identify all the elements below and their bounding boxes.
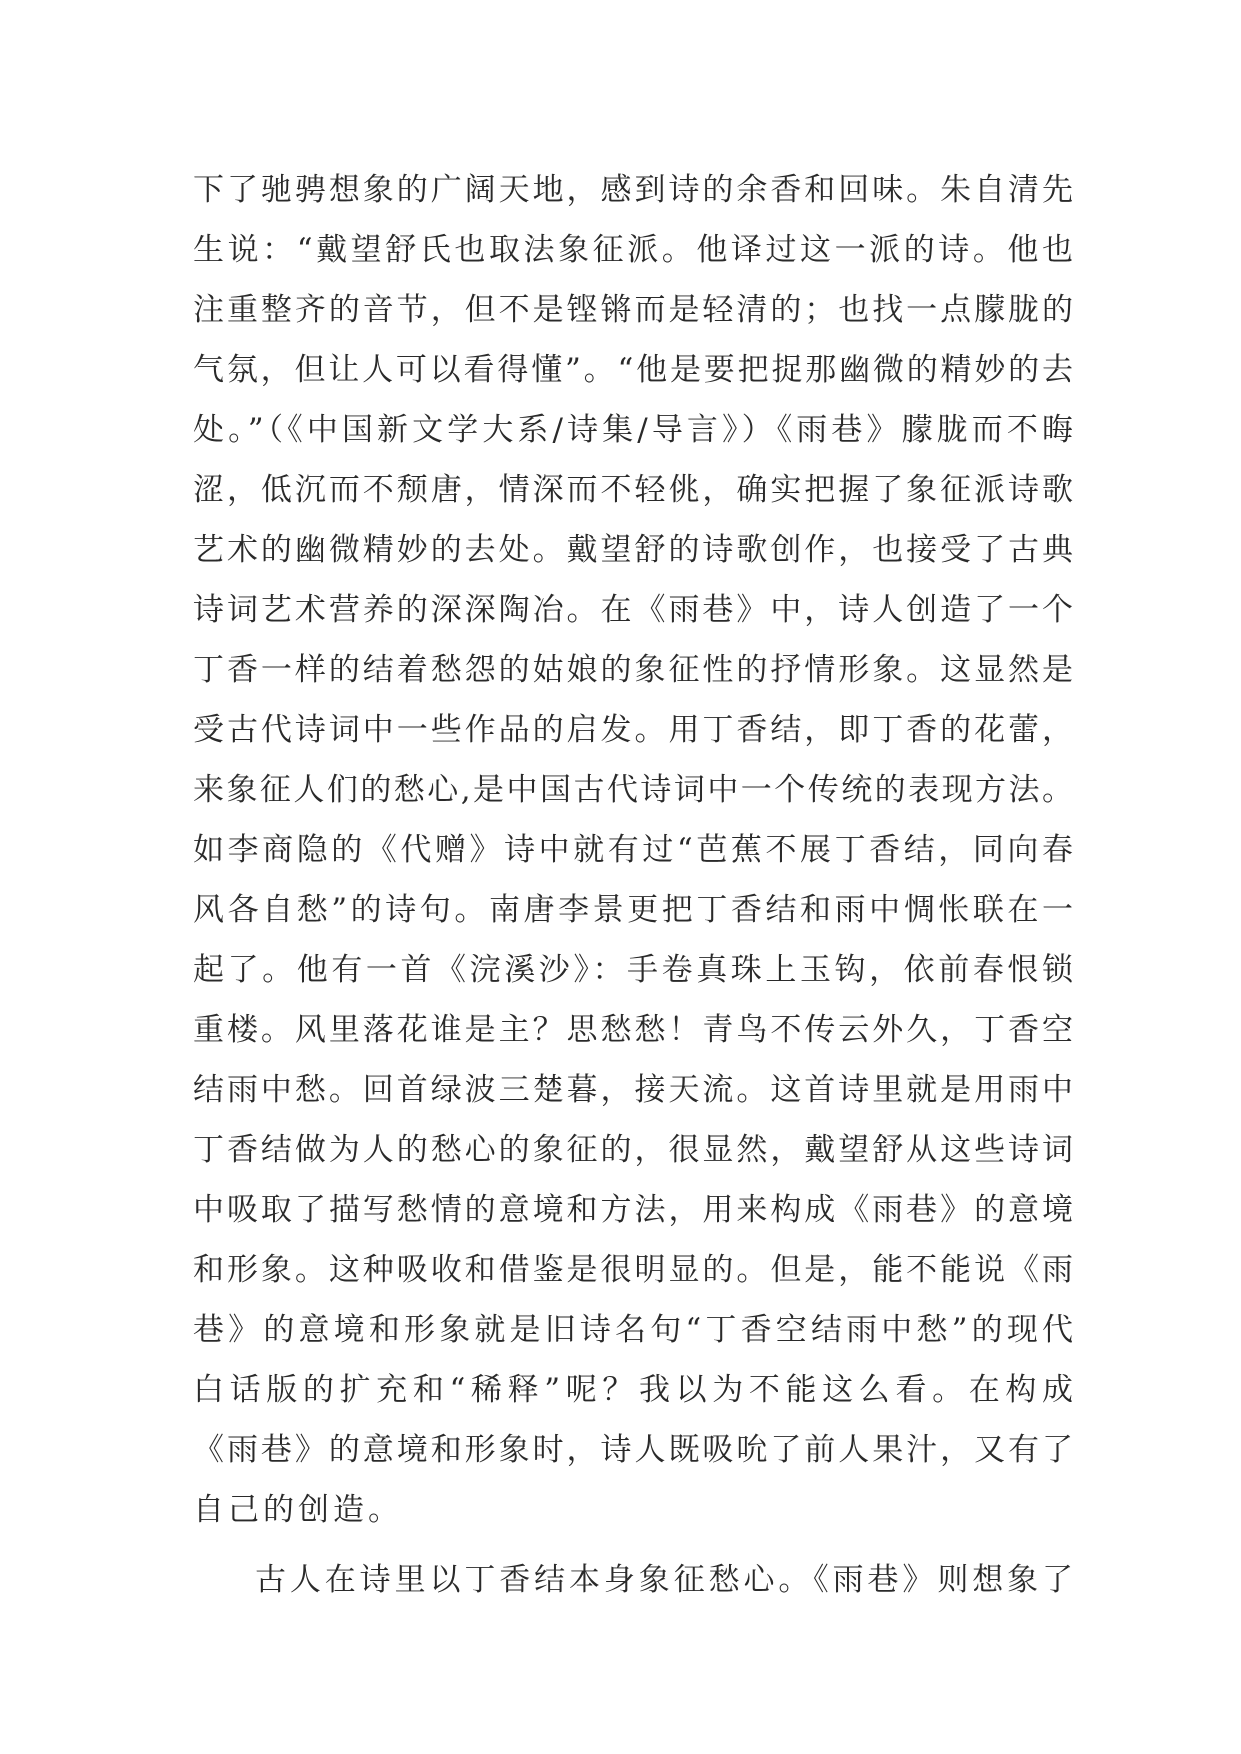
paragraph-1 [193,160,1073,1540]
text-line: 艺术的幽微精妙的去处。戴望舒的诗歌创作，也接受了古典 [193,532,1073,568]
text-line: 自己的创造。 [193,1492,403,1528]
text-line: 巷》的意境和形象就是旧诗名句“丁香空结雨中愁”的现代 [193,1312,1073,1348]
text-line: 受古代诗词中一些作品的启发。用丁香结，即丁香的花蕾， [193,712,1073,748]
text-line: 《雨巷》的意境和形象时，诗人既吸吮了前人果汁，又有了 [193,1432,1073,1468]
text-line: 如李商隐的《代赠》诗中就有过“芭蕉不展丁香结，同向春 [193,832,1073,868]
text-line: 生说：“戴望舒氏也取法象征派。他译过这一派的诗。他也 [193,232,1073,268]
text-line: 古人在诗里以丁香结本身象征愁心。《雨巷》则想象了 [255,1562,1073,1598]
text-line: 和形象。这种吸收和借鉴是很明显的。但是，能不能说《雨 [193,1252,1073,1288]
body-text [193,160,1073,1610]
text-line: 涩，低沉而不颓唐，情深而不轻佻，确实把握了象征派诗歌 [193,472,1073,508]
text-line: 丁香一样的结着愁怨的姑娘的象征性的抒情形象。这显然是 [193,652,1073,688]
text-line: 风各自愁”的诗句。南唐李景更把丁香结和雨中惆怅联在一 [193,892,1073,928]
paragraph-gap [193,1540,1073,1550]
text-line: 注重整齐的音节，但不是铿锵而是轻清的；也找一点朦胧的 [193,292,1073,328]
text-line: 处。”（《中国新文学大系/诗集/导言》）《雨巷》朦胧而不晦 [193,412,1073,448]
text-line: 气氛，但让人可以看得懂”。“他是要把捉那幽微的精妙的去 [193,352,1073,388]
text-line: 重楼。风里落花谁是主？思愁愁！青鸟不传云外久，丁香空 [193,1012,1073,1048]
paragraph-2 [193,1550,1073,1610]
text-line: 来象征人们的愁心,是中国古代诗词中一个传统的表现方法。 [193,772,1073,808]
text-line: 起了。他有一首《浣溪沙》：手卷真珠上玉钩，依前春恨锁 [193,952,1073,988]
text-line: 下了驰骋想象的广阔天地，感到诗的余香和回味。朱自清先 [193,172,1073,208]
text-line: 结雨中愁。回首绿波三楚暮，接天流。这首诗里就是用雨中 [193,1072,1073,1108]
text-line: 中吸取了描写愁情的意境和方法，用来构成《雨巷》的意境 [193,1192,1073,1228]
text-line: 诗词艺术营养的深深陶冶。在《雨巷》中，诗人创造了一个 [193,592,1073,628]
text-line: 丁香结做为人的愁心的象征的，很显然，戴望舒从这些诗词 [193,1132,1073,1168]
text-line: 白话版的扩充和“稀释”呢？我以为不能这么看。在构成 [193,1372,1073,1408]
